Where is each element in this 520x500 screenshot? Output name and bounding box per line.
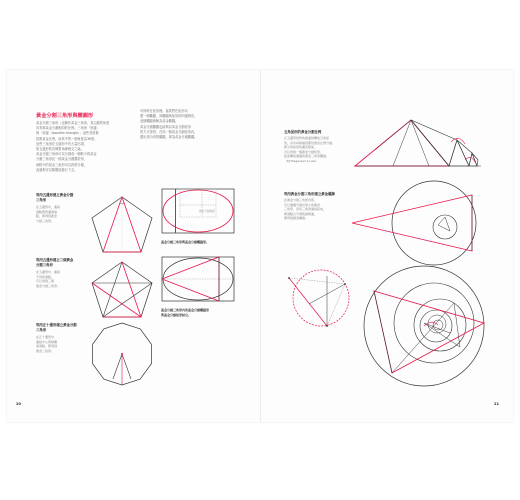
body-line: 不同的頂點， <box>36 274 55 279</box>
page-number-right: 21 <box>494 402 500 406</box>
caption-line: 黃金分割三角形內的黃金分割橢圓形 <box>161 308 210 312</box>
intro-line: 按照黃金比例，而其中的一個角度為36度。 <box>36 136 98 141</box>
spiral-text-block <box>284 192 348 221</box>
pentagon-triangle-figure <box>89 195 155 255</box>
block-heading: 利用五邊形建立三個黃金 <box>36 258 74 262</box>
intro-line: 如五邊形的各條對角線相交之處。 <box>36 147 84 152</box>
golden-spiral-circles-figure <box>358 263 488 389</box>
golden-triangle-ellipse-figure <box>161 256 237 304</box>
decagon-block <box>36 323 82 353</box>
body-line: 黃金三角形。 <box>36 348 55 353</box>
col2-line: 這個橢圓就稱為黃金橢圓。 <box>140 119 179 124</box>
body-line: 便得到黃金螺線。 <box>284 216 309 221</box>
intro-line: 此過程可以無限地進行下去。 <box>36 167 78 172</box>
block-body <box>36 270 82 288</box>
body-line: 形，其中每條線段都依黃金比例分割。 <box>284 140 336 145</box>
intro-line: 具有與黃金分割相同的比例。三角形「底邊」 <box>36 126 100 131</box>
block-body <box>36 205 82 223</box>
intro-line: 這些三角形在五邊形中有大量出現， <box>36 141 87 146</box>
col2-line: 畫出其內切的橢圓，即為黃金分割橢圓。 <box>140 135 198 140</box>
body-line: 在正十邊形中， <box>36 335 58 339</box>
body-line: 將五角星形的邊長相加， <box>284 145 318 150</box>
intro-line: 與「斜邊（isoceles triangle）」這些長度都 <box>36 131 99 136</box>
body-line: 黃金分割三角形。 <box>36 283 61 288</box>
body-line: 兩頂點，即得到 <box>36 344 58 349</box>
intro-line: 分割三角形及一個黃金分割磬折形， <box>36 157 87 162</box>
body-line: 在五邊形中，連接 <box>36 205 61 209</box>
ellipse-caption <box>161 240 241 245</box>
body-line: 頂點與對邊兩端 <box>36 209 58 214</box>
body-line: 分割三角形。 <box>36 218 55 223</box>
col2-line: 畫一個橢圓，該橢圓與矩形的四邊相切， <box>140 114 198 119</box>
block-body <box>284 198 348 221</box>
body-line: 可以得到一個黃金分割矩形， <box>284 149 324 154</box>
pentagon-block-2 <box>36 258 82 288</box>
body-line: 連接中心與相鄰 <box>36 339 58 344</box>
spiral-construction-figure <box>283 268 359 330</box>
column-two-text <box>140 109 240 140</box>
body-line: 從而構成連續的黃金三角形螺旋。 <box>284 154 330 159</box>
intro-text <box>36 121 136 173</box>
body-line: 可以得到三個 <box>36 279 55 284</box>
body-line: （Pythagorean's Law） <box>284 158 319 163</box>
section-title: 黃金分割三角形與橢圓形 <box>36 113 94 119</box>
body-line: 在五邊形中，連接 <box>36 270 61 274</box>
body-line: 正五邊形的對角線連結構成五角星 <box>284 136 330 140</box>
pentagon-three-triangles-figure <box>89 260 155 320</box>
triangle-caption <box>161 308 241 317</box>
col2-line: 的方式得到，在同一個黃金分割矩形內， <box>140 129 198 134</box>
rectangle-inner-label: 黃金分割橢圓 <box>199 210 215 213</box>
body-line: 三角形，這些三角形連接起來， <box>284 207 327 212</box>
col2-line: 可同時在矩形裡。當我們在矩形內 <box>140 109 188 113</box>
page-number-left: 20 <box>16 402 22 406</box>
intro-line: 而較小的黃金三角形可以再度分割， <box>36 162 87 167</box>
caption-line: 與黃金分割矩形結合。 <box>161 312 192 317</box>
block-body <box>284 136 348 164</box>
block-heading: 利用五邊形建立黃金分割 <box>36 193 74 197</box>
col2-line: 黃金分割橢圓也能夠以黃金分割矩形 <box>140 124 191 129</box>
block-heading: 三角形 <box>36 328 47 332</box>
block-body <box>36 335 82 353</box>
book-gutter <box>260 70 261 422</box>
body-line: 可以連續分割出更小的黃金 <box>284 202 321 207</box>
intro-line: 黃金分割三角形（也稱作黃金三角形，其尖端的角度 <box>36 121 110 125</box>
circle-golden-triangle-figure <box>352 175 478 265</box>
caption-line: 黃金分割三角形與黃金分割橢圓形。 <box>161 240 210 244</box>
block-heading: 利用正十邊形建立黃金分割 <box>36 323 77 327</box>
intro-line: 黃金分割三角形可以分割成一個較小的黃金 <box>36 152 97 157</box>
pentagon-block-1 <box>36 193 82 223</box>
block-heading: 利用黃金分割三角形建立黃金螺線 <box>284 192 335 196</box>
body-line: 將頂點以平滑弧線相連， <box>284 211 318 216</box>
pentagram-text-block <box>284 130 348 164</box>
block-heading: 三角形 <box>36 198 47 202</box>
block-heading: 分割三角形 <box>36 263 53 267</box>
block-heading: 五角星形的黃金分割比例 <box>284 130 322 134</box>
body-line: 點，即得到黃金 <box>36 214 58 219</box>
decagon-figure <box>89 321 155 387</box>
body-line: 在黃金分割三角形內部， <box>284 198 318 202</box>
cascading-golden-triangles-figure <box>355 116 483 172</box>
